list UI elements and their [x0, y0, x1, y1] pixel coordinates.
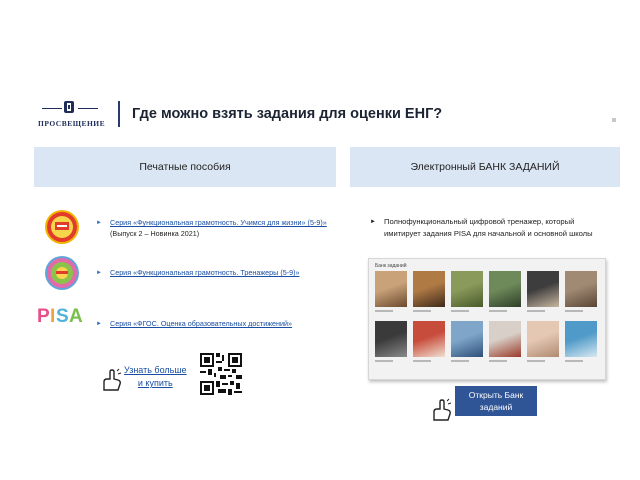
header-divider — [118, 101, 120, 127]
open-button-line2: заданий — [479, 402, 513, 412]
task-thumbnail-caption-line — [451, 360, 469, 362]
task-thumbnail[interactable] — [527, 271, 559, 307]
task-thumbnail-caption-line — [565, 310, 583, 312]
bank-window-title: Банк заданий — [375, 263, 407, 269]
open-button-line1: Открыть Банк — [468, 390, 524, 400]
task-thumbnail[interactable] — [489, 321, 521, 357]
task-thumbnail-caption-line — [489, 310, 507, 312]
printed-materials-header: Печатные пособия — [34, 147, 336, 187]
list-item-text — [110, 318, 292, 330]
task-thumbnail-caption-line — [527, 310, 545, 312]
task-bank-description — [370, 216, 604, 239]
bullet-icon: ► — [96, 220, 102, 226]
task-thumbnail-caption-line — [413, 360, 431, 362]
list-item-text — [110, 267, 300, 279]
pointing-hand-icon — [100, 368, 126, 394]
svg-text:A: A — [69, 306, 83, 326]
page-title: Где можно взять задания для оценки ЕНГ? — [132, 106, 443, 122]
series-badge-icon — [44, 209, 80, 245]
task-thumbnail[interactable] — [489, 271, 521, 307]
list-item-text — [110, 217, 334, 239]
qr-code — [200, 353, 242, 395]
page-header — [38, 100, 598, 128]
svg-text:P: P — [37, 306, 50, 326]
logo-text: ПРОСВЕЩЕНИЕ — [38, 119, 106, 128]
bullet-icon: ► — [96, 321, 102, 327]
task-thumbnail[interactable] — [375, 321, 407, 357]
series-link-fgos[interactable]: Серия «ФГОС. Оценка образовательных достижений» — [110, 319, 293, 328]
pointing-hand-icon — [430, 398, 456, 424]
series-link-learning[interactable]: Серия «Функциональная грамотность. Учимся для жизни» (5-9)» — [110, 218, 327, 227]
task-thumbnail-caption-line — [375, 360, 393, 362]
task-thumbnail[interactable] — [413, 321, 445, 357]
prosveshchenie-logo — [38, 100, 118, 128]
pisa-logo — [36, 304, 86, 326]
task-thumbnail-caption-line — [413, 310, 431, 312]
task-thumbnail[interactable] — [527, 321, 559, 357]
trainer-badge-icon — [44, 255, 80, 291]
bullet-icon: ► — [96, 270, 102, 276]
description-text: Полнофункциональный цифровой тренажер, который имитирует задания PISA для начальной и основной школы — [384, 217, 593, 238]
task-thumbnail-caption-line — [565, 360, 583, 362]
task-thumbnail-caption-line — [451, 310, 469, 312]
task-thumbnail-caption-line — [527, 360, 545, 362]
svg-text:I: I — [50, 306, 56, 326]
task-thumbnail-caption-line — [489, 360, 507, 362]
corner-dot — [612, 118, 616, 122]
logo-rule-right — [78, 108, 98, 109]
learn-more-line1: Узнать больше — [124, 365, 187, 375]
svg-text:S: S — [56, 306, 69, 326]
task-thumbnail[interactable] — [413, 271, 445, 307]
task-thumbnail[interactable] — [451, 271, 483, 307]
learn-more-line2: и купить — [137, 378, 173, 388]
task-bank-preview — [368, 258, 606, 380]
task-thumbnail[interactable] — [375, 271, 407, 307]
learn-more-link[interactable] — [124, 364, 187, 390]
list-item — [96, 318, 334, 330]
bullet-icon: ► — [370, 219, 376, 225]
series-link-trainers[interactable]: Серия «Функциональная грамотность. Тренажеры (5-9)» — [110, 268, 300, 277]
open-task-bank-button[interactable] — [455, 386, 537, 416]
task-thumbnail[interactable] — [565, 321, 597, 357]
logo-emblem-icon — [62, 100, 76, 114]
list-item — [96, 267, 334, 279]
task-thumbnail-caption-line — [375, 310, 393, 312]
task-thumbnail[interactable] — [565, 271, 597, 307]
task-thumbnail[interactable] — [451, 321, 483, 357]
list-item — [96, 217, 334, 239]
series-note: (Выпуск 2 – Новинка 2021) — [110, 229, 200, 238]
logo-rule-left — [42, 108, 62, 109]
task-bank-header: Электронный БАНК ЗАДАНИЙ — [350, 147, 620, 187]
